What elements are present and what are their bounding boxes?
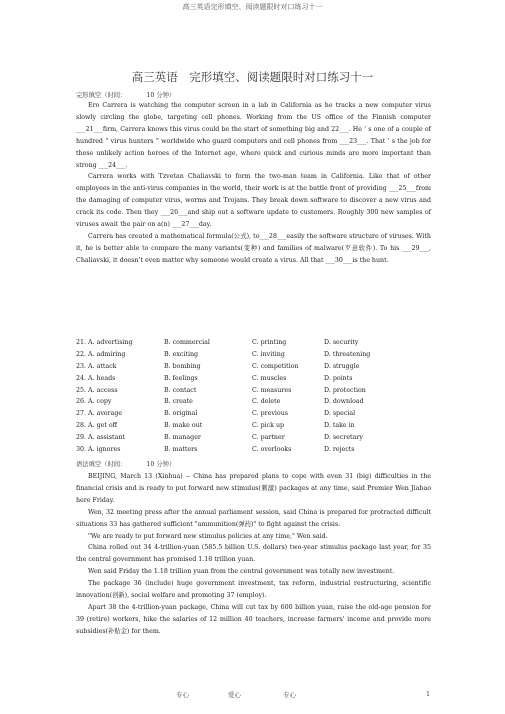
option-c: C. measures <box>252 386 292 394</box>
option-c: C. competition <box>252 362 299 370</box>
option-a: 22. A. admiring <box>76 350 126 358</box>
grammar-paragraph-3: "We are ready to put forward new stimulus policies at any time," Wen said. <box>88 532 328 540</box>
section-cloze-time: 10 分钟） <box>146 92 176 99</box>
option-a: 28. A. get off <box>76 422 118 430</box>
section-grammar-label <box>76 459 175 468</box>
cloze-paragraph-1: Ero Carrera is watching the computer screen in a lab in California as he tracks a new computer virus slowly circling the globe, targeting cell phones. Working from the US office of the Finnish computer ___21___firm, Carrera knows this virus could be the start of something big and 22___. He ’ s one of a couple of hundred “ virus hunters ” worldwide who guard computers and cell phones from ___23___. That ’ s the job for these unlikely action heroes of the Internet age, where quick and curious minds are more important than strong ___24___. <box>76 102 431 169</box>
cloze-paragraph-3: Carrera has created a mathematical formula(公式), to___28___easily the software structure of viruses. With it, he is better able to compare the many variants(变种) and families of malware(歹意软件). To his ___29___, Chaliavski, it doesn’t even matter why someone would create a virus. All that ___30___is the hunt. <box>76 232 431 264</box>
option-c: C. overlooks <box>252 446 292 454</box>
cloze-paragraph-2: Carrera works with Tzvetan Chaliavski to form the two-man team in California. Like that of other employees in the anti-virus companies in the world, their work is at the battle front of providing ___25___from the damaging of computer virus, worms and Trojans. They break down software to discover a new virus and crack its code. Then they ___26___and ship out a software update to customers. Roughly 300 new samples of viruses await the pair on a(n) ___27___day. <box>76 173 431 229</box>
option-b: B. make out <box>164 422 203 430</box>
page-title: 高三英语 完形填空、阅读题限时对口练习十一 <box>131 70 374 84</box>
option-d: D. protection <box>324 386 366 394</box>
option-a: 26. A. copy <box>76 398 112 406</box>
footer-middle: 爱心 <box>228 691 241 699</box>
option-c: C. inviting <box>252 350 285 358</box>
section-grammar-time: 10 分钟） <box>146 461 176 468</box>
option-d: D. rejects <box>324 446 355 454</box>
option-c: C. delete <box>252 398 281 406</box>
grammar-paragraph-5: Wen said Friday the 1.18 trillion yuan from the central government was totally new investment. <box>88 568 395 576</box>
option-b: B. exciting <box>164 350 199 358</box>
page-header: 高三英语完形填空、阅读题限时对口练习十一 <box>182 3 323 11</box>
option-a: 21. A. advertising <box>76 339 133 346</box>
option-a: 24. A. heads <box>76 374 116 382</box>
section-cloze-label <box>76 90 175 99</box>
grammar-paragraph-6: The package 36 (include) huge government investment, tax reform, industrial restructuring, scientific innovation(创新), social welfare and promoting 37 (employ). <box>76 580 431 600</box>
option-c: C. partner <box>252 434 285 442</box>
option-b: B. original <box>164 410 198 418</box>
grammar-paragraph-2: Wen, 32 meeting press after the annual parliament session, said China is prepared for protracted difficult situations 33 has gathered sufficient "ammunition(弹药)" to fight against the crisis. <box>76 508 431 528</box>
option-d: D. points <box>324 374 353 382</box>
section-cloze-text: 完形填空（时间： <box>76 92 127 99</box>
option-d: D. struggle <box>324 362 360 370</box>
option-d: D. take in <box>324 422 355 430</box>
option-c: C. pick up <box>252 422 285 430</box>
option-b: B. commercial <box>164 339 210 346</box>
option-b: B. manager <box>164 434 201 442</box>
grammar-paragraph-7: Apart 38 the 4-trillion-yuan package, China will cut tax by 600 billion yuan, raise the old-age pension for 39 (retire) workers, hike the salaries of 12 million 40 teachers, increase farmers' income and provide more subsidies(补贴金) for them. <box>76 603 431 635</box>
footer-left: 专心 <box>176 691 189 699</box>
option-d: D. special <box>324 410 356 418</box>
cloze-passage <box>76 100 431 267</box>
option-d: D. security <box>324 339 359 346</box>
option-c: C. printing <box>252 339 287 346</box>
option-c: C. previous <box>252 410 289 418</box>
grammar-paragraph-1: BEIJING, March 13 (Xinhua) -- China has prepared plans to cope with even 31 (big) difficulties in the financial crisis and is ready to put forward new stimulus(刺激) packages at any time, said Premier Wen Jiabao here Friday. <box>76 473 431 504</box>
option-b: B. feelings <box>164 374 198 382</box>
option-d: D. threatening <box>324 350 371 358</box>
option-c: C. muscles <box>252 374 287 382</box>
option-a: 29. A. assistant <box>76 434 125 442</box>
grammar-passage <box>76 471 431 638</box>
option-b: B. matters <box>164 446 198 454</box>
option-d: D. secretary <box>324 434 363 442</box>
option-a: 25. A. access <box>76 386 118 394</box>
option-b: B. bombing <box>164 362 201 370</box>
option-b: B. contact <box>164 386 197 394</box>
option-d: D. download <box>324 398 364 406</box>
option-a: 27. A. average <box>76 410 123 418</box>
page-number: 1 <box>426 690 431 698</box>
option-b: B. create <box>164 398 193 406</box>
grammar-paragraph-4: China rolled out 34 4-trillion-yuan (585.5 billion U.S. dollars) two-year stimulus package last year, for 35 the central government has promised 1.18 trillion yuan. <box>76 544 431 564</box>
option-a: 23. A. attack <box>76 362 117 370</box>
option-a: 30. A. ignores <box>76 446 121 454</box>
section-grammar-text: 语法填空（时间： <box>76 461 127 468</box>
footer-right: 专心 <box>283 691 296 699</box>
